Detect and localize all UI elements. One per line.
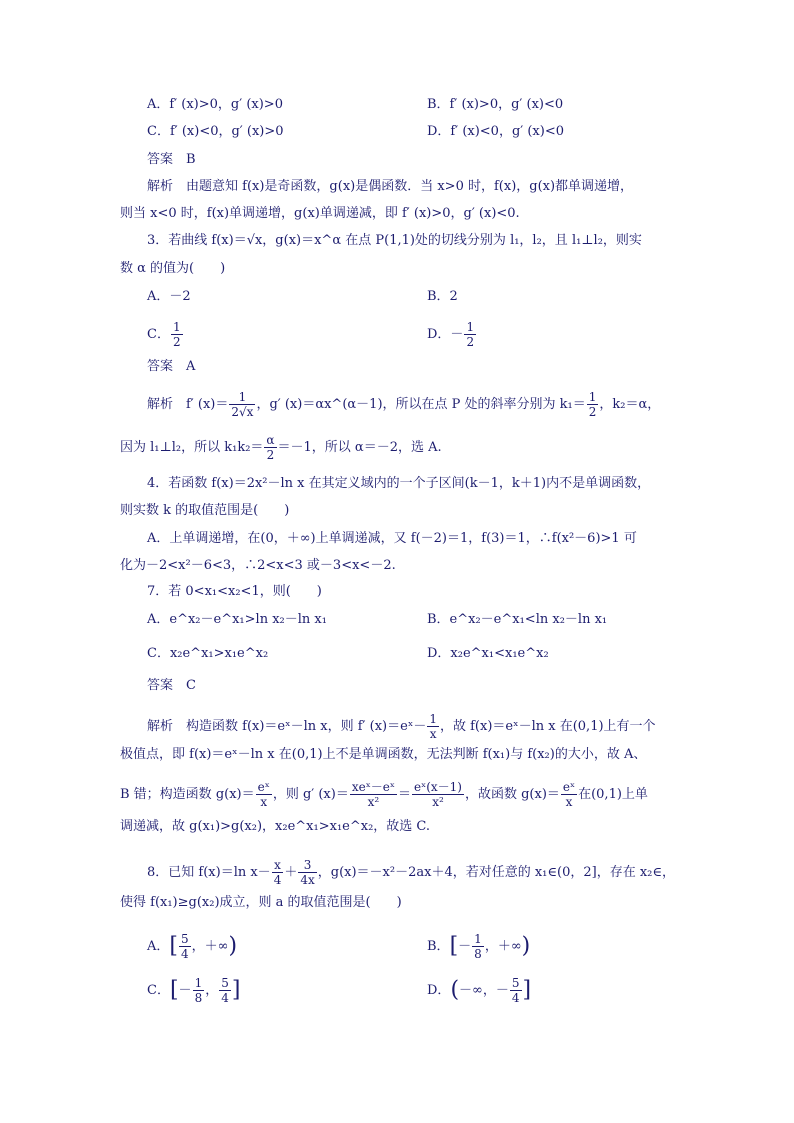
fraction-denominator: 4 [221,991,229,1005]
q7-option-c: C．x₂e^x₁>x₁e^x₂ [147,646,269,661]
fraction-denominator: 2 [588,405,597,419]
fraction [193,976,205,1005]
text-run: ，故函数 g(x)＝ [464,787,560,802]
fraction [298,858,316,887]
q2-option-c: C．f′ (x)<0，g′ (x)>0 [147,124,284,139]
q3-explanation-line1 [147,390,660,419]
fraction-denominator: 2√x [231,405,254,419]
fraction-numerator: 1 [588,390,597,404]
left-bracket: [ [449,933,459,959]
text-run: ，则 g′ (x)＝ [272,787,349,802]
fraction-numerator: eˣ [562,780,576,794]
text-run: － [178,983,192,998]
q7-option-b: B．e^x₂－e^x₁<ln x₂－ln x₁ [427,612,608,627]
option-label: B． [427,939,450,954]
q4-option-a-line2: 化为－2<x²－6<3，∴2<x<3 或－3<x<－2. [120,558,396,573]
fraction-numerator: α [266,433,275,447]
fraction [427,712,439,741]
fraction-numerator: 5 [221,976,229,990]
q2-option-d: D．f′ (x)<0，g′ (x)<0 [427,124,565,139]
fraction-denominator: 8 [194,991,203,1005]
fraction-denominator: x [565,795,573,809]
q2-option-a: A．f′ (x)>0，g′ (x)>0 [147,97,283,112]
fraction-denominator: 2 [172,335,181,349]
q4-stem-line1: 4．若函数 f(x)＝2x²－ln x 在其定义域内的一个子区间(k－1，k＋1)内不是单调函数， [147,476,651,491]
fraction [256,780,272,809]
fraction-denominator: 2 [266,448,275,462]
q8-stem-line2: 使得 f(x₁)≥g(x₂)成立，则 a 的取值范围是( ) [120,895,402,910]
fraction [219,976,231,1005]
text-run: ＝ [397,787,411,802]
fraction-denominator: x [429,727,437,741]
left-paren: ( [450,977,460,1003]
option-label: C． [147,983,170,998]
fraction-denominator: x [260,795,268,809]
right-bracket: ] [522,977,532,1003]
text-run: ，g′ (x)＝αx^(α－1)，所以在点 P 处的斜率分别为 k₁＝ [256,397,586,412]
fraction-numerator: eˣ(x－1) [414,780,462,794]
q7-option-d: D．x₂e^x₁<x₁e^x₂ [427,646,549,661]
fraction-denominator: 4 [511,991,520,1005]
q3-option-d-fraction [464,320,476,349]
fraction-denominator: 8 [474,947,482,961]
q8-option-b [427,932,530,961]
fraction-numerator: 1 [172,320,181,334]
q2-answer: 答案 B [147,152,196,167]
q3-option-d-prefix: D．－ [427,327,464,342]
fraction [561,780,577,809]
fraction-numerator: x [272,858,284,873]
fraction [412,780,464,809]
q2-option-b: B．f′ (x)>0，g′ (x)<0 [427,97,564,112]
q8-stem-line1 [147,858,675,887]
q7-explanation-line4: 调递减，故 g(x₁)>g(x₂)，x₂e^x₁>x₁e^x₂，故选 C. [120,819,431,834]
left-bracket: [ [169,977,179,1003]
q4-stem-line2: 则实数 k 的取值范围是( ) [120,503,290,518]
q4-option-a-line1: A．上单调递增，在(0，＋∞)上单调递减，又 f(－2)＝1，f(3)＝1，∴f(x²－6)>1 可 [147,531,637,546]
fraction-numerator: 1 [229,390,255,405]
fraction-numerator: 5 [511,976,520,990]
q7-explanation-line1 [147,712,656,741]
q8-option-a [147,932,237,961]
text-run: 在(0,1)上单 [578,787,648,802]
fraction [472,932,484,961]
q8-option-d [427,976,531,1005]
fraction-numerator: 1 [429,712,437,726]
text-run: 解析 f′ (x)＝ [147,397,229,412]
fraction [229,390,255,419]
text-run: ，＋∞ [484,939,522,954]
fraction-numerator: xeˣ－eˣ [351,780,395,794]
q3-stem-line2: 数 α 的值为( ) [120,261,226,276]
text-run: 8．已知 f(x)＝ln x－ [147,865,271,880]
q3-option-c-fraction [171,320,183,349]
q3-option-c [147,320,184,349]
text-run: ， [205,983,219,998]
fraction-denominator: x² [432,795,444,809]
fraction-numerator: 1 [194,976,203,990]
q7-answer: 答案 C [147,678,196,693]
fraction-numerator: 1 [466,320,475,334]
q2-explanation-line2: 则当 x<0 时，f(x)单调递增，g(x)单调递减，即 f′ (x)>0，g′ (x)<0. [120,206,520,221]
q3-stem-line1: 3．若曲线 f(x)＝√x，g(x)＝x^α 在点 P(1,1)处的切线分别为 l₁，l₂，且 l₁⊥l₂，则实 [147,233,642,248]
q2-explanation-line1: 解析 由题意知 f(x)是奇函数，g(x)是偶函数．当 x>0 时，f(x)，g(x)都单调递增， [147,179,634,194]
q7-explanation-line2: 极值点，即 f(x)＝eˣ－ln x 在(0,1)上不是单调函数，无法判断 f(x₁)与 f(x₂)的大小，故 A、 [120,747,647,762]
q3-option-a: A．－2 [147,289,191,304]
fraction [510,976,522,1005]
q3-explanation-line2 [120,433,442,462]
right-paren: ) [228,933,238,959]
fraction-numerator: 1 [474,932,482,946]
text-run: ＋ [284,865,298,880]
fraction [179,932,191,961]
text-run: ，＋∞ [191,939,229,954]
fraction-denominator: 4x [300,873,315,887]
q7-explanation-line3 [120,780,648,809]
q7-stem: 7．若 0<x₁<x₂<1，则( ) [147,584,322,599]
text-run: 因为 l₁⊥l₂，所以 k₁k₂＝ [120,440,264,455]
fraction-denominator: x² [367,795,380,809]
right-paren: ) [521,933,531,959]
text-run: － [458,939,472,954]
text-run: B 错；构造函数 g(x)＝ [120,787,255,802]
text-run: 解析 构造函数 f(x)＝eˣ－ln x，则 f′ (x)＝eˣ－ [147,719,427,734]
left-bracket: [ [169,933,178,959]
q3-answer: 答案 A [147,359,196,374]
fraction-denominator: 2 [466,335,475,349]
fraction-numerator: 3 [298,858,316,873]
q3-option-c-prefix: C． [147,327,170,342]
option-label: D． [427,983,451,998]
fraction-denominator: 4 [273,873,282,887]
q3-option-d [427,320,477,349]
fraction-numerator: eˣ [257,780,270,794]
q8-option-c [147,976,240,1005]
fraction [350,780,397,809]
fraction-numerator: 5 [180,932,189,946]
q7-option-a: A．e^x₂－e^x₁>ln x₂－ln x₁ [147,612,327,627]
text-run: ，故 f(x)＝eˣ－ln x 在(0,1)上有一个 [439,719,656,734]
fraction [264,433,276,462]
text-run: ＝－1，所以 α＝－2，选 A. [277,440,442,455]
option-label: A． [147,939,170,954]
fraction [272,858,284,887]
text-run: －∞，－ [459,983,509,998]
fraction [587,390,599,419]
q3-option-b: B．2 [427,289,458,304]
fraction-denominator: 4 [180,947,189,961]
right-bracket: ] [231,977,241,1003]
text-run: ，g(x)＝－x²－2ax＋4，若对任意的 x₁∈(0，2]，存在 x₂∈， [317,865,675,880]
text-run: ，k₂＝α， [599,397,661,412]
